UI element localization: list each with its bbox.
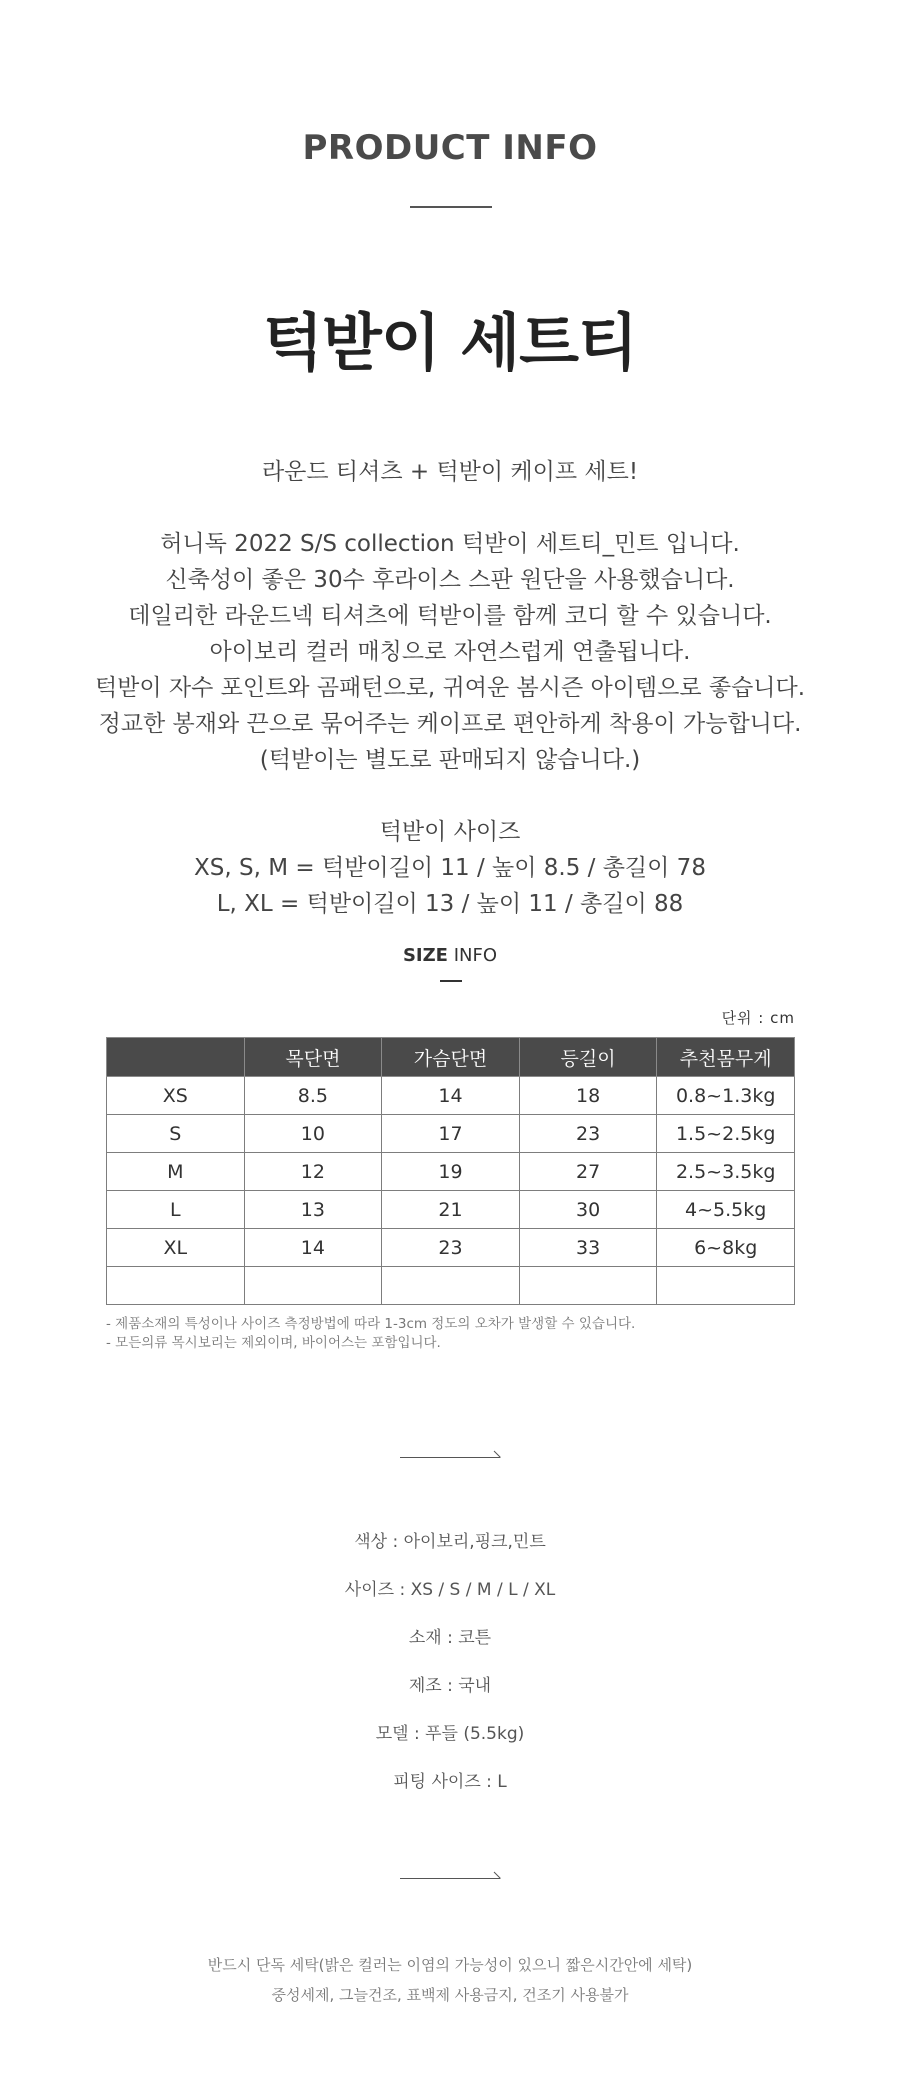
size-cell: M bbox=[107, 1153, 245, 1191]
empty-cell bbox=[519, 1267, 657, 1305]
table-row bbox=[107, 1229, 795, 1267]
chest-cell: 23 bbox=[382, 1229, 520, 1267]
section-heading: PRODUCT INFO bbox=[302, 128, 598, 168]
size-note: - 제품소재의 특성이나 사이즈 측정방법에 따라 1-3cm 정도의 오차가 발생할 수 있습니다. bbox=[106, 1316, 636, 1332]
neck-cell: 8.5 bbox=[244, 1077, 382, 1115]
heading-divider bbox=[410, 206, 492, 208]
description-line: 턱받이 자수 포인트와 곰패턴으로, 귀여운 봄시즌 아이템으로 좋습니다. bbox=[94, 675, 806, 701]
back-length-cell: 27 bbox=[519, 1153, 657, 1191]
description-line: 데일리한 라운드넥 티셔츠에 턱받이를 함께 코디 할 수 있습니다. bbox=[128, 603, 772, 629]
description-line: 아이보리 컬러 매칭으로 자연스럽게 연출됩니다. bbox=[209, 639, 691, 665]
care-line: 반드시 단독 세탁(밝은 컬러는 이염의 가능성이 있으니 짧은시간안에 세탁) bbox=[207, 1956, 693, 1974]
column-header: 추천몸무게 bbox=[657, 1038, 795, 1077]
size-cell: S bbox=[107, 1115, 245, 1153]
back-length-cell: 33 bbox=[519, 1229, 657, 1267]
spec-model: 모델 : 푸들 (5.5kg) bbox=[375, 1724, 525, 1744]
neck-cell: 12 bbox=[244, 1153, 382, 1191]
weight-cell: 1.5~2.5kg bbox=[657, 1115, 795, 1153]
back-length-cell: 18 bbox=[519, 1077, 657, 1115]
size-cell: XL bbox=[107, 1229, 245, 1267]
chest-cell: 17 bbox=[382, 1115, 520, 1153]
table-row bbox=[107, 1153, 795, 1191]
neck-cell: 10 bbox=[244, 1115, 382, 1153]
column-header: 가슴단면 bbox=[382, 1038, 520, 1077]
size-info-divider bbox=[440, 980, 462, 982]
weight-cell: 4~5.5kg bbox=[657, 1191, 795, 1229]
spec-size: 사이즈 : XS / S / M / L / XL bbox=[344, 1580, 556, 1600]
product-description bbox=[0, 526, 900, 778]
table-row bbox=[107, 1077, 795, 1115]
bib-size-line: L, XL = 턱받이길이 13 / 높이 11 / 총길이 88 bbox=[216, 891, 684, 917]
size-table-header bbox=[107, 1038, 795, 1077]
size-cell: XS bbox=[107, 1077, 245, 1115]
arrow-divider-icon bbox=[400, 1868, 502, 1880]
column-header: 목단면 bbox=[244, 1038, 382, 1077]
table-row bbox=[107, 1191, 795, 1229]
bib-size-info bbox=[0, 814, 900, 922]
description-line: 정교한 봉재와 끈으로 묶어주는 케이프로 편안하게 착용이 가능합니다. bbox=[98, 711, 802, 737]
care-line: 중성세제, 그늘건조, 표백제 사용금지, 건조기 사용불가 bbox=[271, 1986, 629, 2004]
care-instructions bbox=[0, 1950, 900, 2010]
product-title: 턱받이 세트티 bbox=[263, 306, 637, 379]
product-tagline bbox=[0, 454, 900, 490]
weight-cell: 0.8~1.3kg bbox=[657, 1077, 795, 1115]
back-length-cell: 30 bbox=[519, 1191, 657, 1229]
description-line: (턱받이는 별도로 판매되지 않습니다.) bbox=[259, 747, 641, 773]
spec-material: 소재 : 코튼 bbox=[408, 1628, 492, 1648]
size-info-heading bbox=[0, 945, 900, 966]
spec-fitting-size: 피팅 사이즈 : L bbox=[393, 1772, 507, 1792]
empty-cell bbox=[657, 1267, 795, 1305]
bib-size-title: 턱받이 사이즈 bbox=[379, 819, 521, 845]
arrow-divider-icon bbox=[400, 1447, 502, 1459]
chest-cell: 14 bbox=[382, 1077, 520, 1115]
empty-cell bbox=[382, 1267, 520, 1305]
size-info-heading-bold: SIZE bbox=[402, 945, 448, 966]
description-line: 신축성이 좋은 30수 후라이스 스판 원단을 사용했습니다. bbox=[165, 567, 735, 593]
weight-cell: 2.5~3.5kg bbox=[657, 1153, 795, 1191]
bib-size-line: XS, S, M = 턱받이길이 11 / 높이 8.5 / 총길이 78 bbox=[194, 855, 706, 881]
back-length-cell: 23 bbox=[519, 1115, 657, 1153]
spec-color: 색상 : 아이보리,핑크,민트 bbox=[354, 1532, 546, 1552]
size-note: - 모든의류 목시보리는 제외이며, 바이어스는 포함입니다. bbox=[106, 1335, 441, 1351]
chest-cell: 19 bbox=[382, 1153, 520, 1191]
tagline-text: 라운드 티셔츠 + 턱받이 케이프 세트! bbox=[261, 459, 639, 485]
empty-cell bbox=[107, 1267, 245, 1305]
neck-cell: 13 bbox=[244, 1191, 382, 1229]
unit-label: 단위 : cm bbox=[721, 1009, 795, 1027]
size-table bbox=[106, 1037, 795, 1305]
size-notes bbox=[106, 1315, 635, 1353]
empty-cell bbox=[244, 1267, 382, 1305]
spec-manufacture: 제조 : 국내 bbox=[408, 1676, 492, 1696]
table-row bbox=[107, 1115, 795, 1153]
neck-cell: 14 bbox=[244, 1229, 382, 1267]
chest-cell: 21 bbox=[382, 1191, 520, 1229]
size-info-heading-rest: INFO bbox=[447, 945, 498, 966]
description-line: 허니독 2022 S/S collection 턱받이 세트티_민트 입니다. bbox=[160, 531, 740, 557]
size-cell: L bbox=[107, 1191, 245, 1229]
column-header: 등길이 bbox=[519, 1038, 657, 1077]
weight-cell: 6~8kg bbox=[657, 1229, 795, 1267]
table-row bbox=[107, 1267, 795, 1305]
column-header bbox=[107, 1038, 245, 1077]
